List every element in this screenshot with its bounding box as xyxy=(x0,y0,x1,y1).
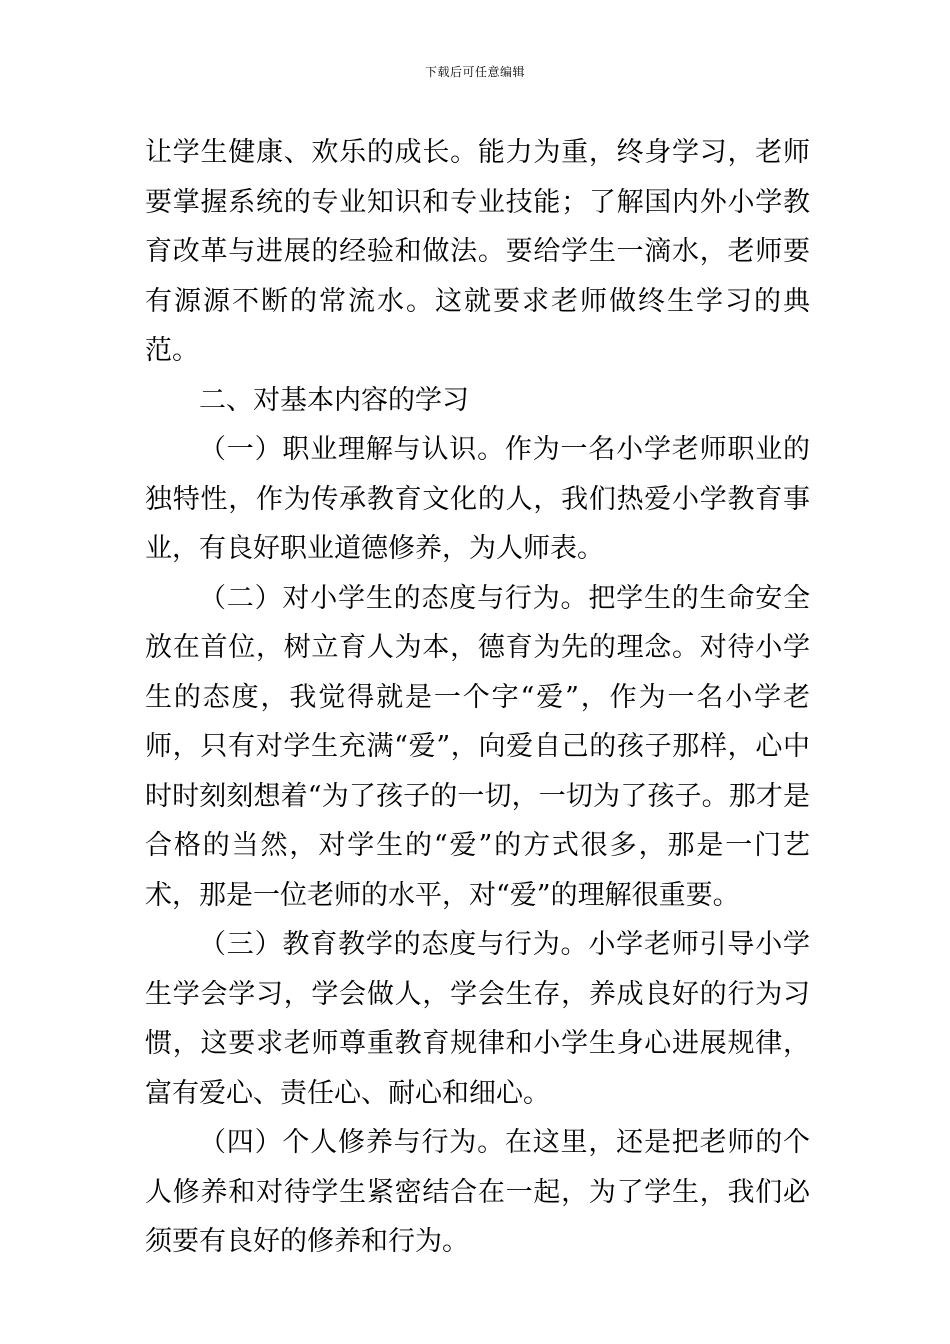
paragraph-continuation: 让学生健康、欢乐的成长。能力为重，终身学习，老师要掌握系统的专业知识和专业技能；了解国内外小学教育改革与进展的经验和做法。要给学生一滴水，老师要有源源不断的常流水。这就要求老师做终生学习的典范。 xyxy=(145,137,810,366)
document-body xyxy=(145,128,810,1267)
paragraph-item-4: （四）个人修养与行为。在这里，还是把老师的个人修养和对待学生紧密结合在一起，为了学生，我们必须要有良好的修养和行为。 xyxy=(145,1127,810,1257)
paragraph-item-2: （二）对小学生的态度与行为。把学生的生命安全放在首位，树立育人为本，德育为先的理念。对待小学生的态度，我觉得就是一个字“爱”，作为一名小学老师，只有对学生充满“爱”，向爱自己的孩子那样，心中时时刻刻想着“为了孩子的一切，一切为了孩子。那才是合格的当然，对学生的“爱”的方式很多，那是一门艺术，那是一位老师的水平，对“爱”的理解很重要。 xyxy=(145,582,810,911)
page-header: 下载后可任意编辑 xyxy=(424,65,525,79)
section-heading: 二、对基本内容的学习 xyxy=(199,384,469,416)
paragraph-item-1: （一）职业理解与认识。作为一名小学老师职业的独特性，作为传承教育文化的人，我们热爱小学教育事业，有良好职业道德修养，为人师表。 xyxy=(145,434,810,564)
paragraph-item-3: （三）教育教学的态度与行为。小学老师引导小学生学会学习，学会做人，学会生存，养成良好的行为习惯，这要求老师尊重教育规律和小学生身心进展规律，富有爱心、责任心、耐心和细心。 xyxy=(145,929,810,1109)
